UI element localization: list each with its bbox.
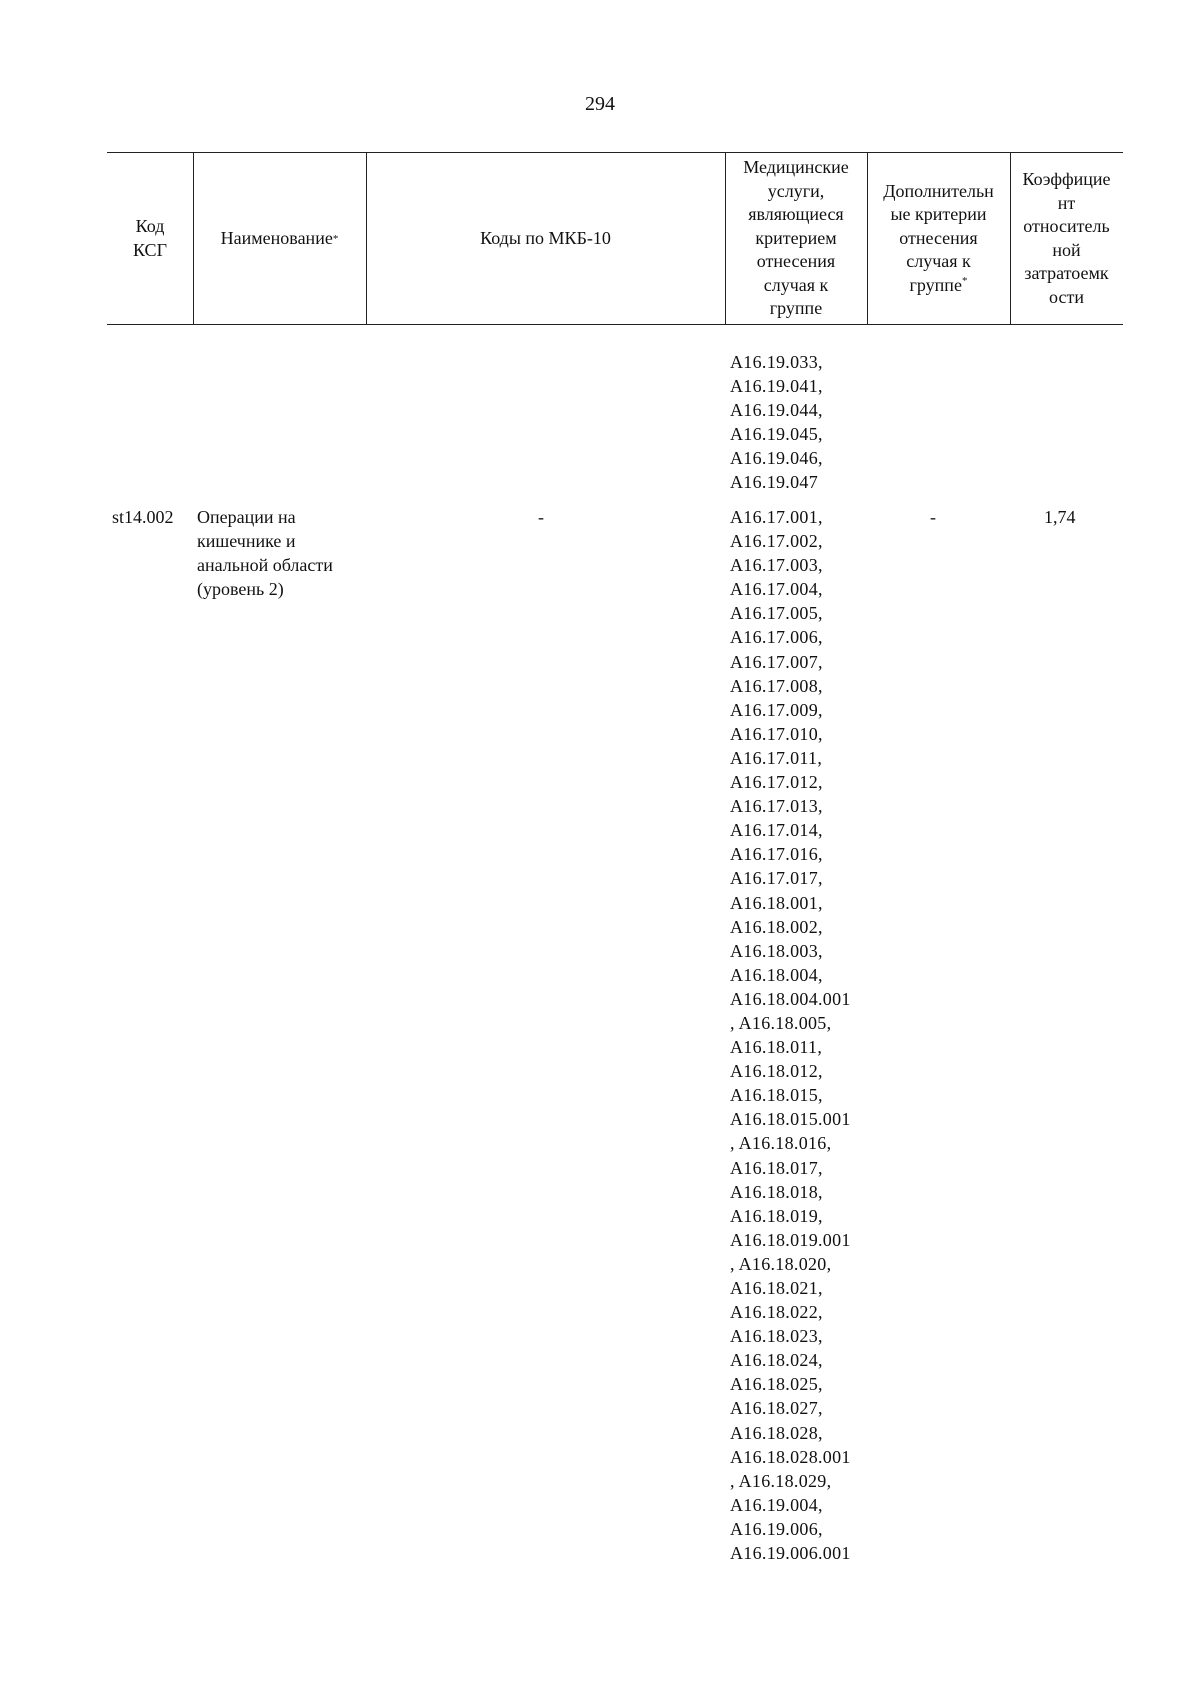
service-code-item: A16.18.022, xyxy=(730,1302,823,1323)
page-number: 294 xyxy=(585,93,615,115)
service-code-item: A16.19.047 xyxy=(730,472,818,493)
service-code-item: A16.17.005, xyxy=(730,603,823,624)
service-code-item: A16.18.017, xyxy=(730,1157,823,1178)
header-coefficient: Коэффицие нт относитель ной затратоемк ости xyxy=(1022,169,1111,307)
service-code-item: , A16.18.020, xyxy=(730,1253,832,1274)
service-code-item: A16.19.045, xyxy=(730,424,823,445)
service-code-item: A16.18.015, xyxy=(730,1085,823,1106)
service-code-item: A16.18.025, xyxy=(730,1374,823,1395)
service-code-item: A16.18.028, xyxy=(730,1422,823,1443)
service-code-item: A16.17.017, xyxy=(730,868,823,889)
service-code-item: A16.17.001, xyxy=(730,507,823,527)
header-extra-criteria: Дополнительн ые критерии отнесения случая к группе* xyxy=(883,180,994,295)
service-code-item: A16.19.046, xyxy=(730,448,823,469)
service-code-item: A16.18.023, xyxy=(730,1326,823,1347)
service-code-item: A16.18.011, xyxy=(730,1037,823,1058)
service-code-item: , A16.18.016, xyxy=(730,1133,832,1154)
service-code-item: A16.17.004, xyxy=(730,579,823,600)
service-code-item: A16.18.015.001 xyxy=(730,1109,851,1130)
service-code-item: A16.18.003, xyxy=(730,940,823,961)
service-code-item: A16.17.008, xyxy=(730,675,823,696)
service-code-item: A16.17.013, xyxy=(730,796,823,817)
service-code-item: A16.19.006, xyxy=(730,1518,823,1539)
service-code-item: A16.18.002, xyxy=(730,916,823,937)
row-code: st14.002 xyxy=(112,507,174,527)
service-code-item: A16.19.006.001 xyxy=(730,1543,851,1564)
service-code-item: A16.17.011, xyxy=(730,747,823,768)
service-code-item: A16.17.006, xyxy=(730,627,823,648)
service-code-item: , A16.18.005, xyxy=(730,1012,832,1033)
row-services-list xyxy=(730,505,851,1565)
service-code-item: A16.18.027, xyxy=(730,1398,823,1419)
service-code-item: A16.18.004.001 xyxy=(730,988,851,1009)
service-code-item: , A16.18.029, xyxy=(730,1470,832,1491)
header-icd: Коды по МКБ-10 xyxy=(480,227,611,248)
service-code-item: A16.17.016, xyxy=(730,844,823,865)
footnote-mark: * xyxy=(961,274,968,287)
service-code-item: A16.17.003, xyxy=(730,555,823,576)
service-code-item: A16.19.041, xyxy=(730,376,823,397)
service-code-item: A16.18.012, xyxy=(730,1061,823,1082)
header-code: Код КСГ xyxy=(133,216,167,260)
row-coefficient: 1,74 xyxy=(1044,507,1076,527)
service-code-item: A16.19.033, xyxy=(730,352,823,372)
row-name: Операции на кишечнике и анальной области (уровень 2) xyxy=(197,507,333,600)
row-icd: - xyxy=(538,507,544,527)
service-code-item: A16.17.009, xyxy=(730,699,823,720)
service-code-item: A16.17.002, xyxy=(730,531,823,552)
header-services: Медицинские услуги, являющиеся критерием отнесения случая к группе xyxy=(743,157,849,319)
service-code-item: A16.18.001, xyxy=(730,892,823,913)
service-code-item: A16.18.018, xyxy=(730,1181,823,1202)
table-header xyxy=(107,152,1123,325)
service-code-item: A16.18.024, xyxy=(730,1350,823,1371)
service-code-item: A16.18.019.001 xyxy=(730,1229,851,1250)
service-code-item: A16.17.010, xyxy=(730,723,823,744)
service-code-item: A16.18.028.001 xyxy=(730,1446,851,1467)
service-code-item: A16.17.012, xyxy=(730,772,823,793)
service-code-item: A16.18.021, xyxy=(730,1278,823,1298)
header-name: Наименование * xyxy=(220,227,339,248)
row-extra-criteria: - xyxy=(930,507,936,527)
service-code-item: A16.18.004, xyxy=(730,964,823,985)
service-code-item: A16.17.014, xyxy=(730,820,823,841)
continued-services-list xyxy=(730,350,823,495)
service-code-item: A16.19.004, xyxy=(730,1494,823,1515)
service-code-item: A16.18.019, xyxy=(730,1205,823,1226)
service-code-item: A16.17.007, xyxy=(730,651,823,672)
service-code-item: A16.19.044, xyxy=(730,400,823,421)
